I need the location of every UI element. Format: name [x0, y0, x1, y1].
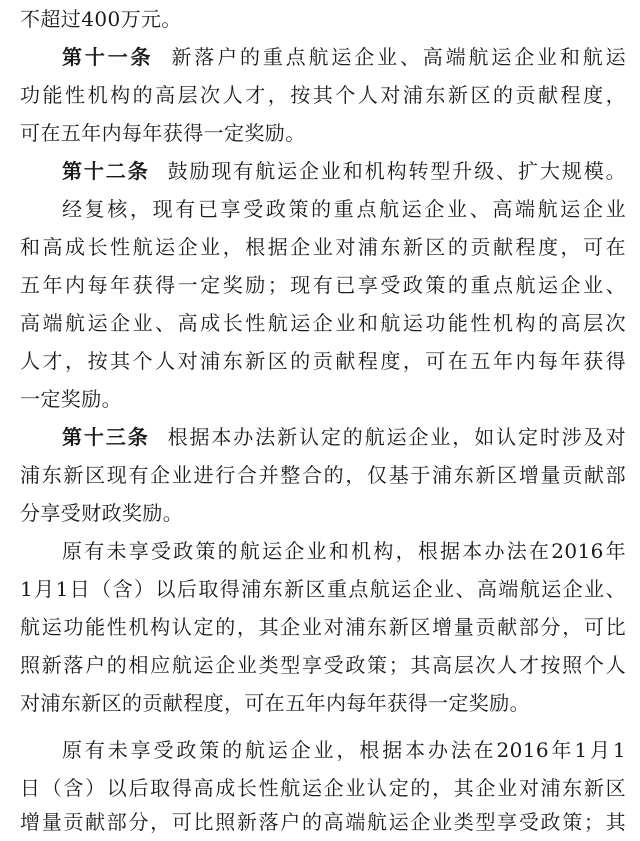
article-12-first-line	[62, 152, 626, 190]
line-text: 功能性机构的高层次人才，按其个人对浦东新区的贡献程度，	[20, 83, 626, 107]
line-text: 浦东新区现有企业进行合并整合的，仅基于浦东新区增量贡献部	[20, 463, 626, 487]
text-line	[20, 380, 626, 418]
text-line	[20, 456, 626, 494]
text-line	[62, 532, 626, 570]
line-text: 对浦东新区的贡献程度，可在五年内每年获得一定奖励。	[20, 691, 530, 715]
text-line	[20, 646, 626, 684]
line-text: 航运功能性机构认定的，其企业对浦东新区增量贡献部分，可比	[20, 615, 626, 639]
text-line	[20, 304, 626, 342]
text-line	[20, 608, 626, 646]
line-text: 经复核，现有已享受政策的重点航运企业、高端航运企业	[62, 197, 626, 221]
article-11-first-line	[62, 38, 626, 76]
line-text: 五年内每年获得一定奖励；现有已享受政策的重点航运企业、	[20, 273, 626, 297]
line-text: 高端航运企业、高成长性航运企业和航运功能性机构的高层次	[20, 311, 626, 335]
line-text: 可在五年内每年获得一定奖励。	[20, 121, 306, 145]
text-line	[62, 731, 626, 769]
line-text: 增量贡献部分，可比照新落户的高端航运企业类型享受政策；其	[20, 810, 626, 834]
line-text: 鼓励现有航运企业和机构转型升级、扩大规模。	[167, 159, 626, 183]
line-text: 不超过400万元。	[20, 7, 182, 31]
line-text: 分享受财政奖励。	[20, 501, 184, 525]
line-text: 原有未享受政策的航运企业，根据本办法在2016年1月1	[62, 738, 626, 762]
text-line	[62, 190, 626, 228]
text-line	[20, 684, 626, 722]
text-line	[20, 494, 626, 532]
line-text: 1月1日（含）以后取得浦东新区重点航运企业、高端航运企业、	[20, 577, 626, 601]
line-text: 日（含）以后取得高成长性航运企业认定的，其企业对浦东新区	[20, 776, 626, 800]
text-line	[20, 114, 626, 152]
line-text: 根据本办法新认定的航运企业，如认定时涉及对	[167, 425, 626, 449]
text-line	[20, 0, 626, 38]
text-line	[20, 228, 626, 266]
line-text: 和高成长性航运企业，根据企业对浦东新区的贡献程度，可在	[20, 235, 626, 259]
article-11-heading: 第十一条	[62, 45, 154, 69]
article-12-heading: 第十二条	[62, 159, 150, 183]
article-13-heading: 第十三条	[62, 425, 150, 449]
text-line	[20, 76, 626, 114]
text-line	[20, 570, 626, 608]
line-text: 人才，按其个人对浦东新区的贡献程度，可在五年内每年获得	[20, 349, 626, 373]
text-line	[20, 342, 626, 380]
text-line	[20, 803, 626, 841]
article-13-first-line	[62, 418, 626, 456]
text-line	[20, 769, 626, 807]
text-line	[20, 266, 626, 304]
line-text: 原有未享受政策的航运企业和机构，根据本办法在2016年	[62, 539, 626, 563]
line-text: 一定奖励。	[20, 387, 122, 411]
line-text: 照新落户的相应航运企业类型享受政策；其高层次人才按照个人	[20, 653, 626, 677]
line-text: 新落户的重点航运企业、高端航运企业和航运	[171, 45, 626, 69]
